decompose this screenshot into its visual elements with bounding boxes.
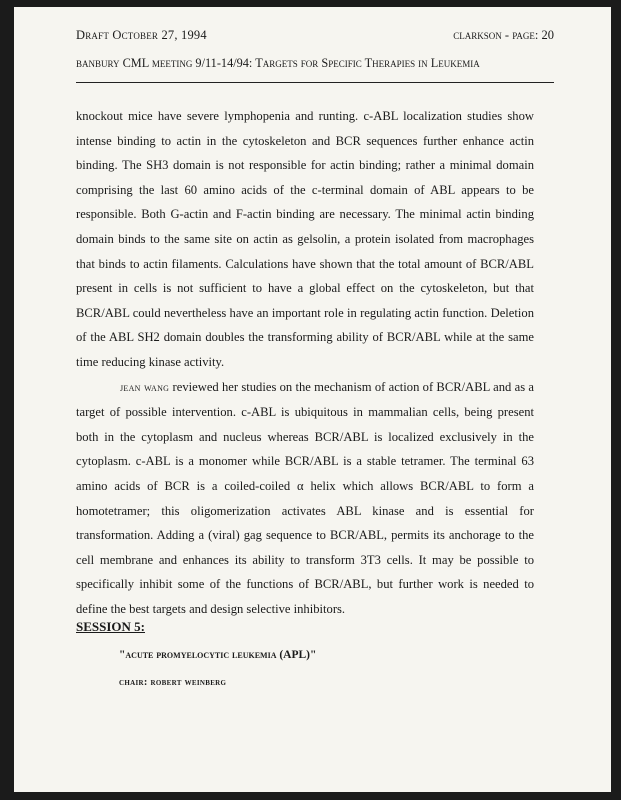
header-meeting-title: banbury CML meeting 9/11-14/94: Targets for Specific Therapies in Leukemia (76, 56, 480, 70)
paragraph-2 (76, 375, 534, 622)
session-heading: SESSION 5: (76, 619, 145, 634)
header-rule (76, 82, 554, 83)
session-title: "acute promyelocytic leukemia (APL)" (119, 649, 317, 661)
body-text (76, 104, 534, 621)
header-page-number: clarkson - page: 20 (453, 28, 554, 42)
paragraph-1: knockout mice have severe lymphopenia and runting. c-ABL localization studies show intense binding to actin in the cytoskeleton and BCR sequences further enhance actin binding. The SH3 domain is not responsible for actin binding; rather a minimal domain comprising the last 60 amino acids of the c-terminal domain of ABL appears to be responsible. Both G-actin and F-actin binding are necessary. The minimal actin binding domain binds to the same site on actin as gelsolin, a protein isolated from macrophages that binds to actin filaments. Calculations have shown that the total amount of BCR/ABL present in cells is not sufficient to have a global effect on the cytoskeleton, but that BCR/ABL could nevertheless have an important role in regulating actin function. Deletion of the ABL SH2 domain doubles the transforming ability of BCR/ABL while at the same time reducing kinase activity. (76, 109, 534, 369)
session-chair: chair: robert weinberg (119, 677, 227, 688)
document-page (14, 7, 611, 792)
header-draft-date: Draft October 27, 1994 (76, 28, 207, 42)
speaker-name: jean wang (120, 381, 170, 394)
paragraph-2-text: reviewed her studies on the mechanism of action of BCR/ABL and as a target of possible intervention. c-ABL is ubiquitous in mammalian cells, being present both in the cytoplasm and nucleus whereas BCR/ABL is localized exclusively in the cytoplasm. c-ABL is a monomer while BCR/ABL is a stable tetramer. The terminal 63 amino acids of BCR is a coiled-coiled α helix which allows BCR/ABL to form a homotetramer; this oligomerization activates ABL kinase and is essential for transformation. Adding a (viral) gag sequence to BCR/ABL, permits its anchorage to the cell membrane and enhances its ability to transform 3T3 cells. It may be possible to specifically inhibit some of the functions of BCR/ABL, but further work is needed to define the best targets and design selective inhibitors. (76, 379, 534, 616)
